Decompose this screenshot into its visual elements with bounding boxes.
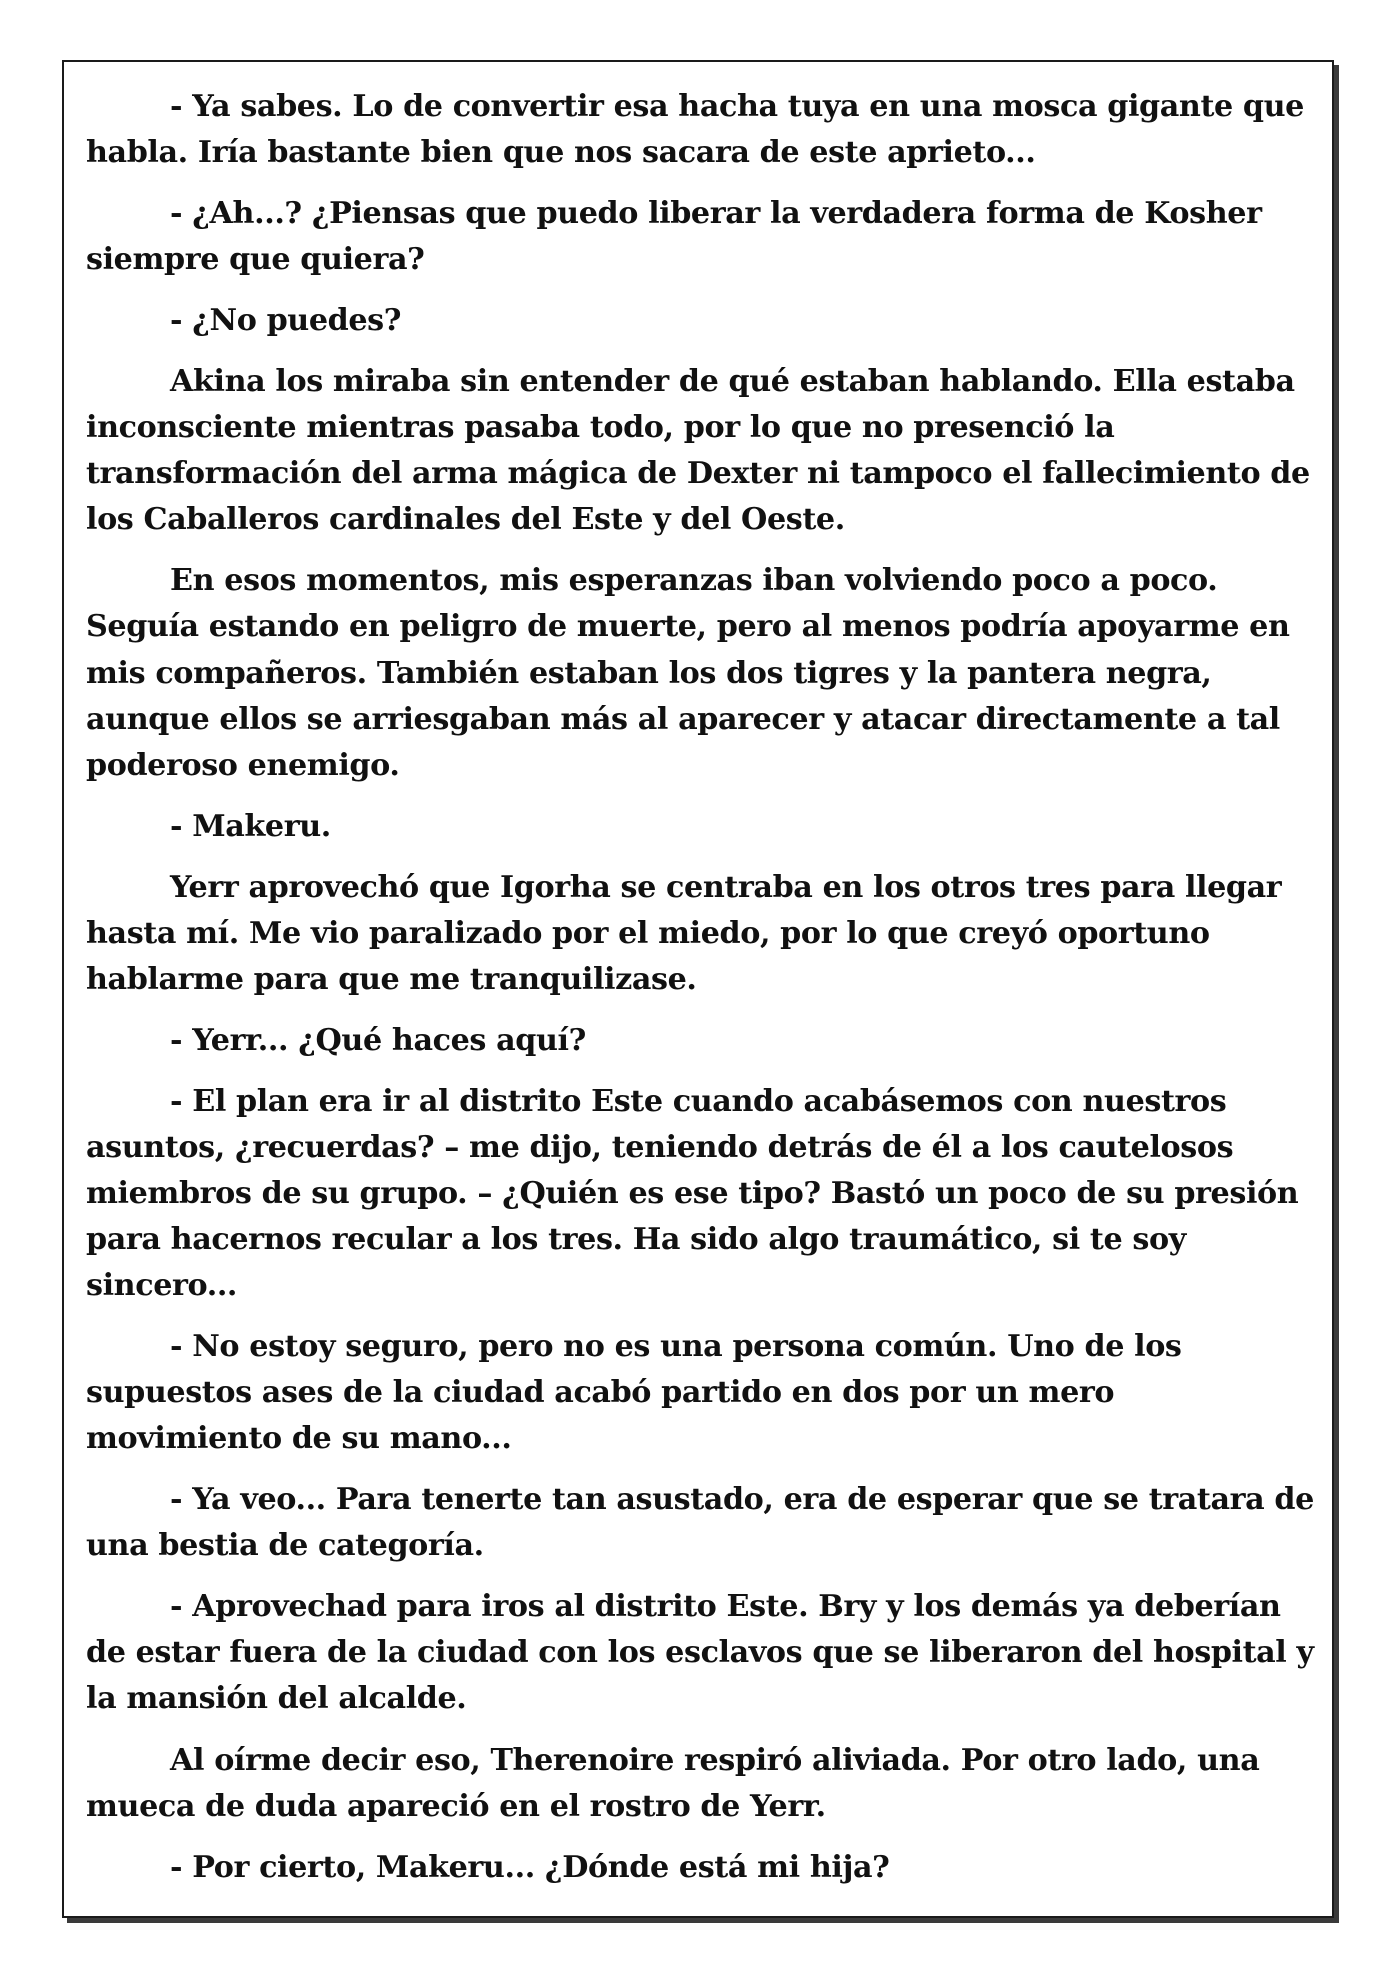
paragraph: - ¿No puedes? bbox=[170, 303, 402, 339]
paragraph: - Makeru. bbox=[170, 808, 331, 844]
paragraph: - ¿Ah...? ¿Piensas que puedo liberar la verdadera forma de Kosher siempre que quiera? bbox=[86, 196, 1262, 278]
paragraph: - Ya sabes. Lo de convertir esa hacha tuya en una mosca gigante que habla. Iría bastante bien que nos sacara de este aprieto... bbox=[86, 89, 1304, 171]
paragraph: - Aprovechad para iros al distrito Este. Bry y los demás ya deberían de estar fuera de la ciudad con los esclavos que se liberaron del hospital y la mansión del alcalde. bbox=[86, 1589, 1314, 1717]
paragraph: - Por cierto, Makeru... ¿Dónde está mi hija? bbox=[170, 1849, 890, 1885]
paragraph: Akina los miraba sin entender de qué estaban hablando. Ella estaba inconsciente mientras pasaba todo, por lo que no presenció la transformación del arma mágica de Dexter ni tampoco el fallecimiento de los Caballeros cardinales del Este y del Oeste. bbox=[86, 364, 1310, 538]
page-frame bbox=[62, 60, 1334, 1918]
paragraph: - No estoy seguro, pero no es una persona común. Uno de los supuestos ases de la ciudad acabó partido en dos por un mero movimiento de su mano... bbox=[86, 1329, 1182, 1457]
paragraph: - El plan era ir al distrito Este cuando acabásemos con nuestros asuntos, ¿recuerdas? – me dijo, teniendo detrás de él a los cautelosos miembros de su grupo. – ¿Quién es ese tipo? Bastó un poco de su presión para hacernos recular a los tres. Ha sido algo traumático, si te soy sincero... bbox=[86, 1083, 1299, 1304]
document-body bbox=[86, 84, 1316, 1906]
paragraph: En esos momentos, mis esperanzas iban volviendo poco a poco. Seguía estando en peligro de muerte, pero al menos podría apoyarme en mis compañeros. También estaban los dos tigres y la pantera negra, aunque ellos se arriesgaban más al aparecer y atacar directamente a tal poderoso enemigo. bbox=[86, 563, 1290, 783]
paragraph: - Ya veo... Para tenerte tan asustado, era de esperar que se tratara de una bestia de categoría. bbox=[86, 1482, 1314, 1564]
paragraph: Al oírme decir eso, Therenoire respiró aliviada. Por otro lado, una mueca de duda apareció en el rostro de Yerr. bbox=[86, 1742, 1260, 1824]
paragraph: - Yerr... ¿Qué haces aquí? bbox=[170, 1022, 586, 1058]
paragraph: Yerr aprovechó que Igorha se centraba en los otros tres para llegar hasta mí. Me vio paralizado por el miedo, por lo que creyó oportuno hablarme para que me tranquilizase. bbox=[86, 869, 1282, 997]
